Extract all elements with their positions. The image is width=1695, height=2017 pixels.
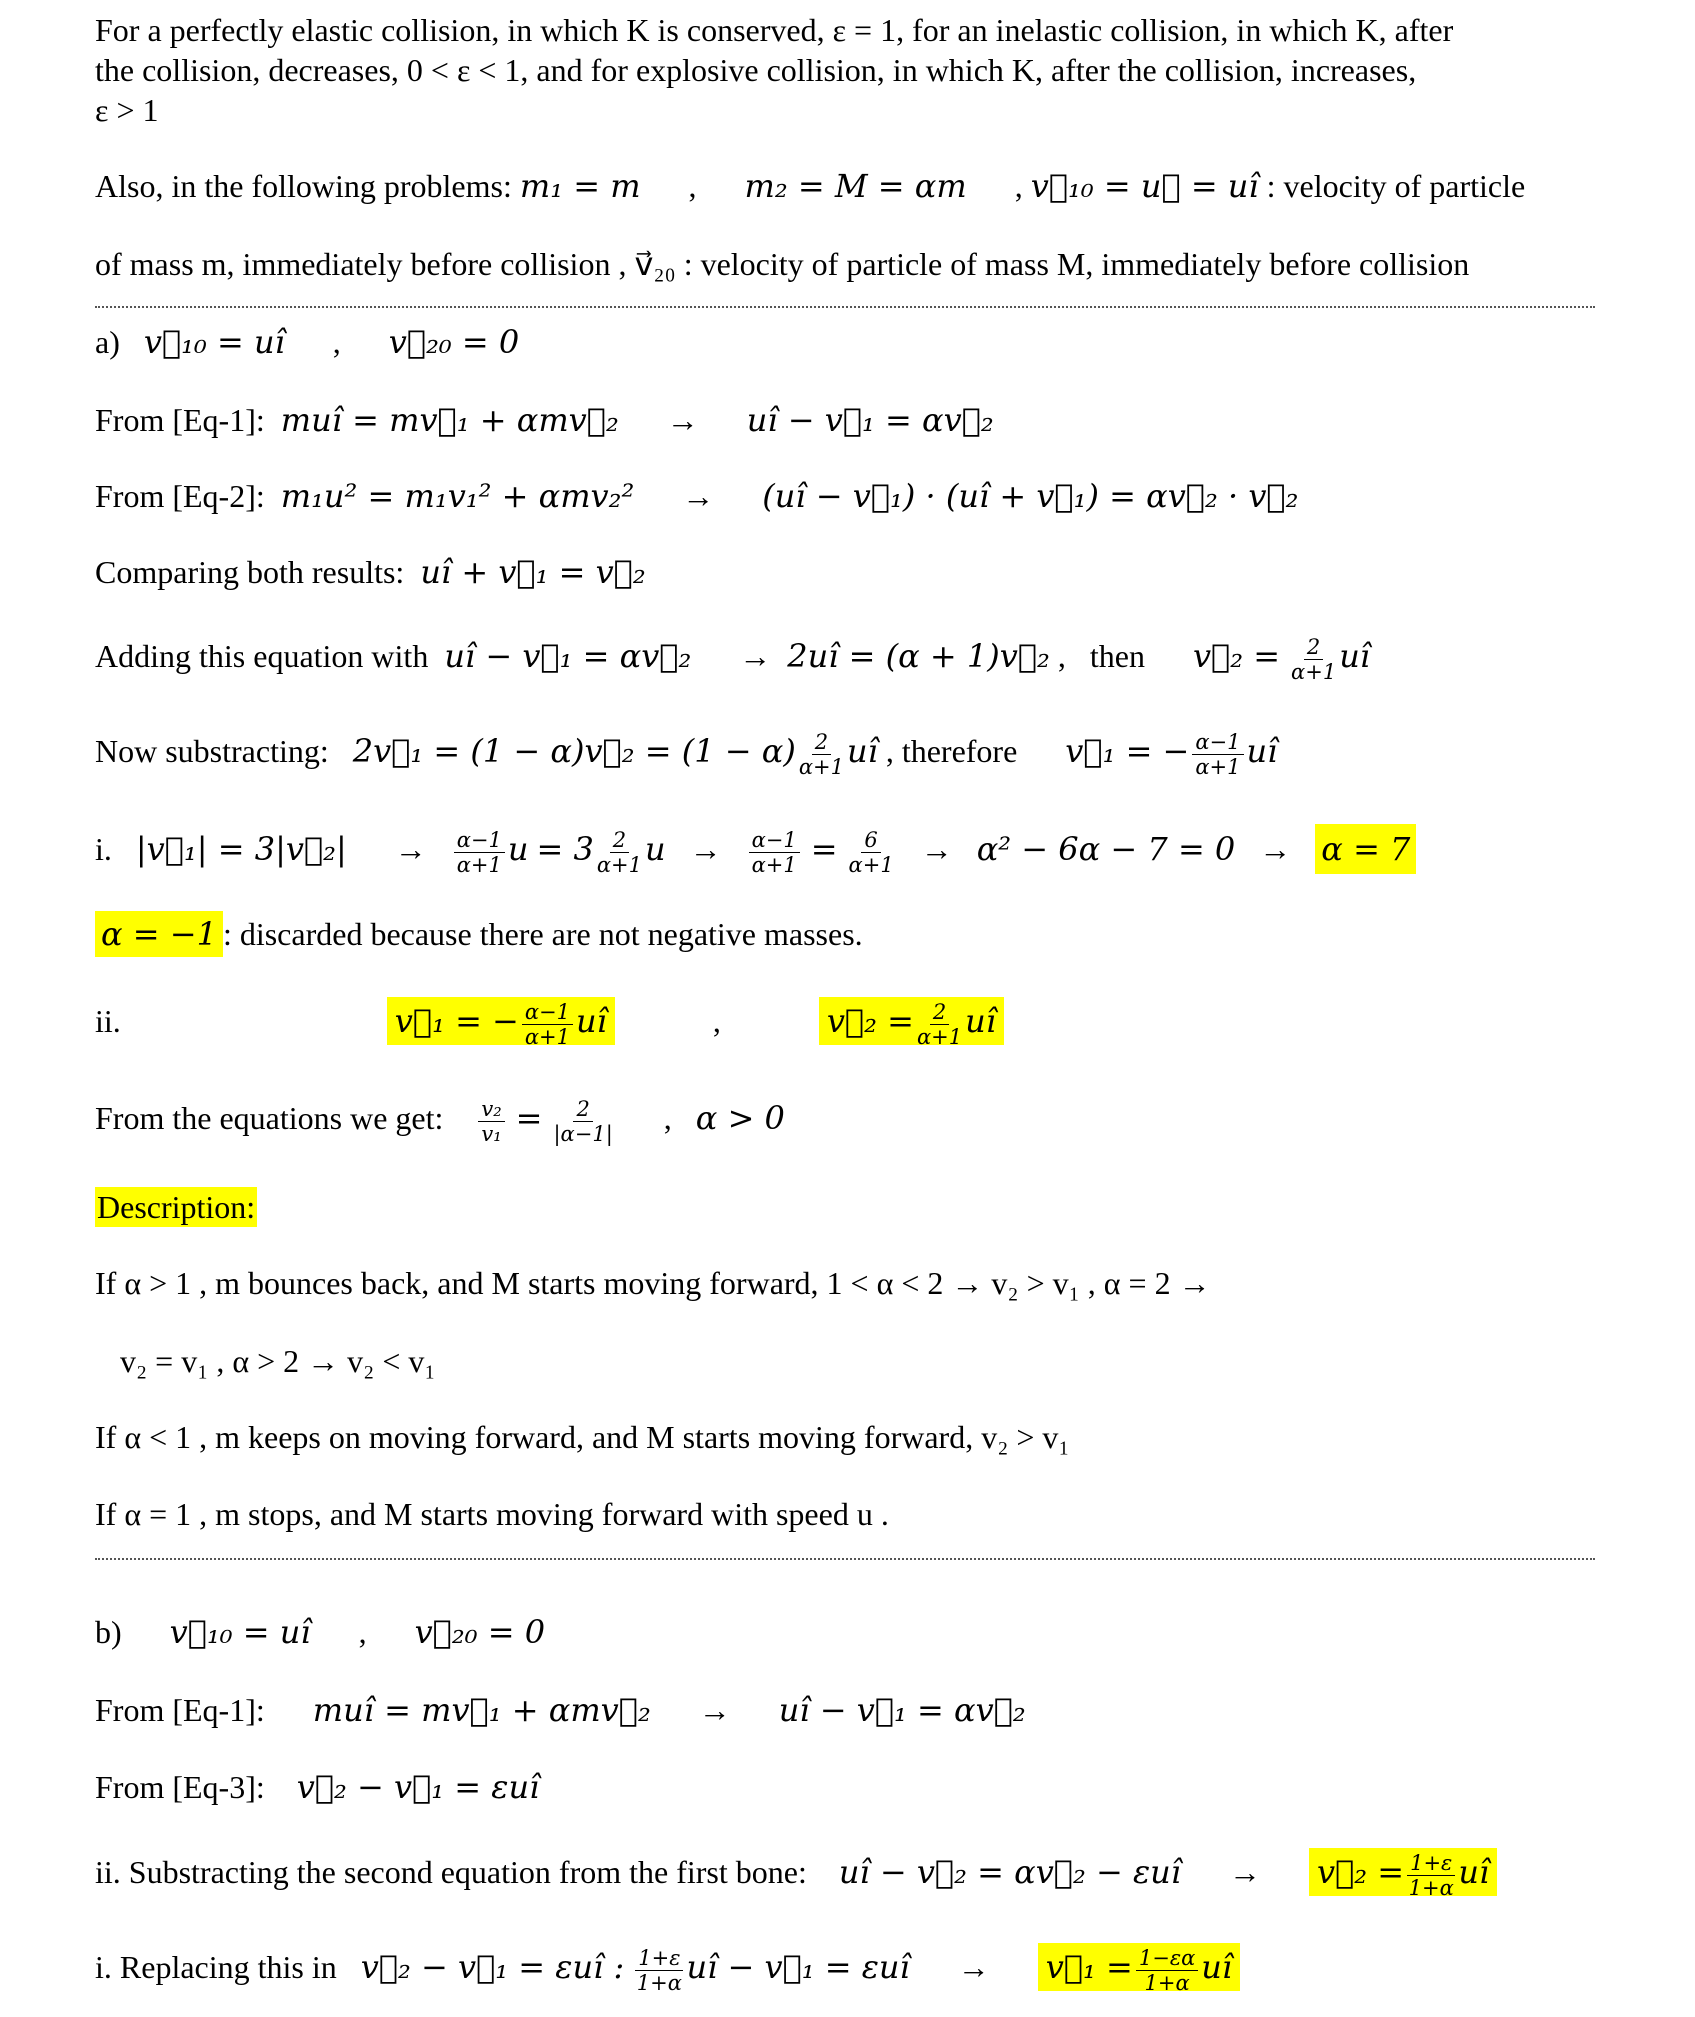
fraction: $\frac{2}{|\alpha-1|}$ — [553, 1097, 613, 1146]
fraction: $\frac{2}{\alpha+1}$ — [1291, 635, 1337, 684]
part-a-adding: Adding this equation with uî − v⃗₁ = αv⃗₂ → 2uî = (α + 1)v⃗₂ , then v⃗₂ = $\frac{2}{\alpha+1}$ uî — [95, 635, 1371, 684]
part-a-item-ii: ii. v⃗₁ = − $\frac{\alpha-1}{\alpha+1}$ uî , v⃗₂ = $\frac{2}{\alpha+1}$ uî — [95, 1000, 1004, 1049]
highlight-v1-result: v⃗₁ = − $\frac{\alpha-1}{\alpha+1}$ uî — [387, 997, 615, 1045]
fraction: $\frac{2}{\alpha+1}$ — [798, 730, 844, 779]
highlight-v1-b-result: v⃗₁ = $\frac{1-\varepsilon\alpha}{1+\alpha}$ uî — [1038, 1943, 1240, 1991]
highlight-alpha-minus-1: α = −1 — [95, 911, 223, 957]
intro-line-2: the collision, decreases, 0 < ε < 1, and for explosive collision, in which K, after the collision, increases, — [95, 52, 1417, 88]
fraction: $\frac{\alpha-1}{\alpha+1}$ — [749, 828, 800, 877]
part-b-eq1: From [Eq-1]: muî = mv⃗₁ + αmv⃗₂ → uî − v⃗₁ = αv⃗₂ — [95, 1691, 1026, 1729]
part-a-eq1: From [Eq-1]: muî = mv⃗₁ + αmv⃗₂ → uî − v⃗₁ = αv⃗₂ — [95, 401, 994, 439]
description-line-1: If α > 1 , m bounces back, and M starts moving forward, 1 < α < 2 → v₂ > v₁ , α = 2 → — [95, 1265, 1211, 1301]
fraction: $\frac{2}{\alpha+1}$ — [596, 828, 642, 877]
defs-line-1: Also, in the following problems: m₁ = m , m₂ = M = αm , v⃗₁₀ = u⃗ = uî : velocity of particle — [95, 167, 1526, 205]
fraction: $\frac{6}{\alpha+1}$ — [848, 828, 894, 877]
highlight-alpha-7: α = 7 — [1315, 824, 1416, 874]
fraction: $\frac{\alpha-1}{\alpha+1}$ — [1192, 730, 1243, 779]
dotted-separator — [95, 1558, 1595, 1560]
description-line-2: v₂ = v₁ , α > 2 → v₂ < v₁ — [120, 1343, 436, 1379]
fraction: $\frac{\text{v₂}}{\text{v₁}}$ — [478, 1097, 504, 1146]
part-a-substracting: Now substracting: 2v⃗₁ = (1 − α)v⃗₂ = (1 − α) $\frac{2}{\alpha+1}$ uî , therefore v⃗₁ = − $\frac{\alpha-1}{\alpha+1}$ uî — [95, 730, 1278, 779]
highlight-v2-result: v⃗₂ = $\frac{2}{\alpha+1}$ uî — [819, 997, 1004, 1045]
part-b-item-i: i. Replacing this in v⃗₂ − v⃗₁ = εuî : $\frac{1+\varepsilon}{1+\alpha}$ uî − v⃗₁ = εuî → v⃗₁ = $\frac{1-\varepsilon\alpha}{1+\alpha}$ uî — [95, 1946, 1240, 1995]
defs-line-2: of mass m, immediately before collision , v⃗₂₀ : velocity of particle of mass M, immediately before collision — [95, 246, 1470, 282]
part-b-item-ii: ii. Substracting the second equation from the first bone: uî − v⃗₂ = αv⃗₂ − εuî → v⃗₂ = $\frac{1+\varepsilon}{1+\alpha}$ uî — [95, 1851, 1497, 1900]
part-b-conditions: b) v⃗₁₀ = uî , v⃗₂₀ = 0 — [95, 1613, 546, 1651]
part-a-discard: α = −1 : discarded because there are not negative masses. — [95, 914, 863, 954]
intro-line-3: ε > 1 — [95, 92, 159, 128]
part-a-conditions: a) v⃗₁₀ = uî , v⃗₂₀ = 0 — [95, 323, 520, 361]
part-a-compare: Comparing both results: uî + v⃗₁ = v⃗₂ — [95, 553, 646, 591]
fraction: $\frac{1+\varepsilon}{1+\alpha}$ — [636, 1946, 682, 1995]
fraction: $\frac{\alpha-1}{\alpha+1}$ — [454, 828, 505, 877]
dotted-separator — [95, 306, 1595, 308]
part-a-eq2: From [Eq-2]: m₁u² = m₁v₁² + αmv₂² → (uî − v⃗₁) · (uî + v⃗₁) = αv⃗₂ · v⃗₂ — [95, 477, 1299, 515]
part-a-ratio: From the equations we get: $\frac{\text{v₂}}{\text{v₁}}$ = $\frac{2}{|\alpha-1|}$ , α > 0 — [95, 1097, 785, 1146]
description-line-4: If α = 1 , m stops, and M starts moving forward with speed u . — [95, 1496, 889, 1532]
intro-line-1: For a perfectly elastic collision, in which K is conserved, ε = 1, for an inelastic collision, in which K, after — [95, 12, 1454, 48]
part-a-item-i: i. |v⃗₁| = 3|v⃗₂| → $\frac{\alpha-1}{\alpha+1}$ u = 3 $\frac{2}{\alpha+1}$ u → $\frac{\alpha-1}{\alpha+1}$ = $\frac{6}{\alpha+1}$ → α² − 6α − 7 = 0 → α = 7 — [95, 828, 1416, 877]
description-heading: Description: — [97, 1189, 256, 1225]
description-line-3: If α < 1 , m keeps on moving forward, and M starts moving forward, v₂ > v₁ — [95, 1419, 1070, 1455]
part-b-eq3: From [Eq-3]: v⃗₂ − v⃗₁ = εuî — [95, 1768, 540, 1806]
highlight-v2-b-result: v⃗₂ = $\frac{1+\varepsilon}{1+\alpha}$ uî — [1309, 1848, 1497, 1896]
